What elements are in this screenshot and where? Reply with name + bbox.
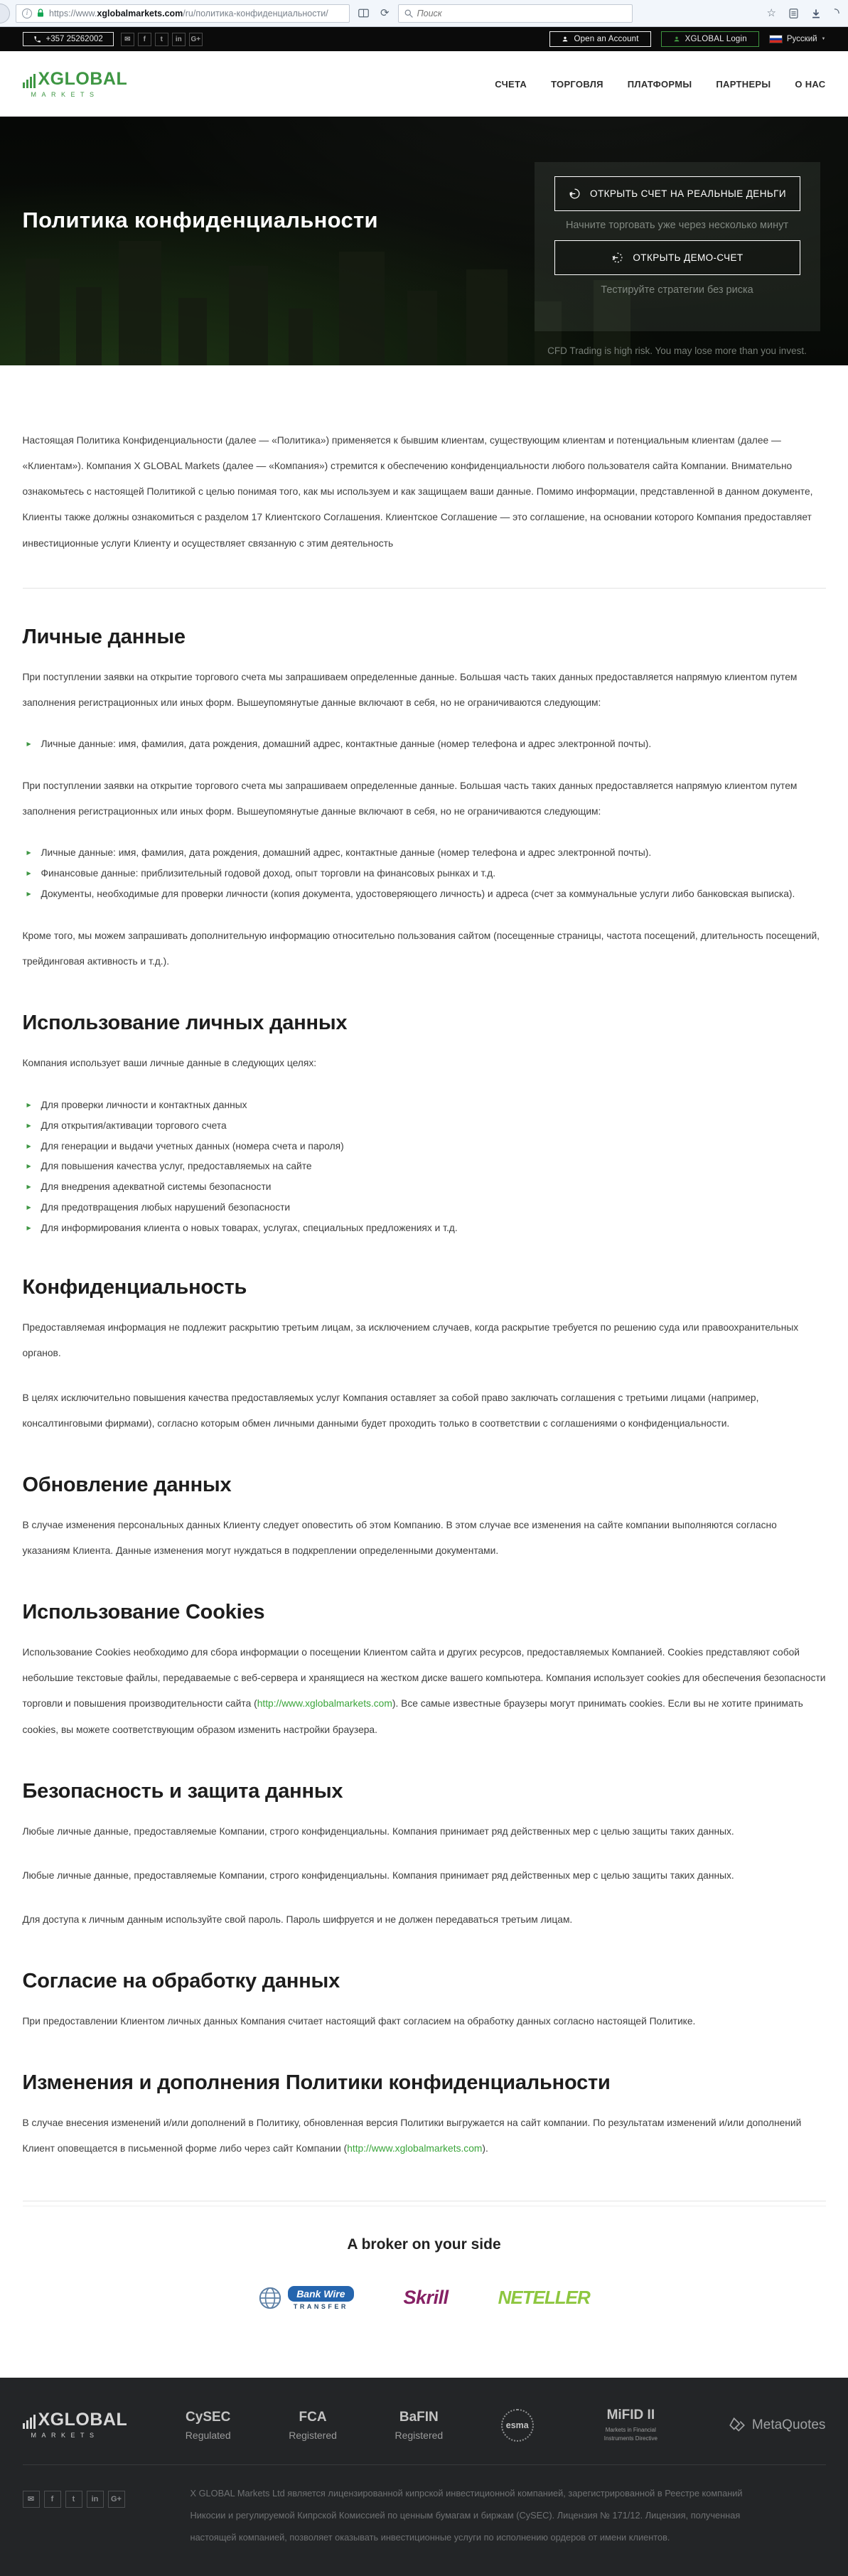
- bullet-item: ▶ Для предотвращения любых нарушений безопасности: [27, 1198, 826, 1218]
- paragraph: При поступлении заявки на открытие торгового счета мы запрашиваем определенные данные. Большая часть таких данных предоставляется напрямую клиентом путем заполнения регистрационных или иных форм. Вышеупомянутые данные включают в себя, но не ограничиваются следующим:: [22, 671, 798, 708]
- bullet-list: [27, 843, 826, 905]
- nav-item[interactable]: ТОРГОВЛЯ: [551, 78, 603, 90]
- footer-logo[interactable]: XGLOBAL MARKETS: [23, 2411, 128, 2439]
- paragraph: При предоставлении Клиентом личных данных Компания считает настоящий факт согласием на обработку данных согласно настоящей Политике.: [22, 2016, 696, 2027]
- payment-methods: [23, 2286, 826, 2378]
- url-text: https://www.xglobalmarkets.com/ru/политика-конфиденциальности/: [49, 8, 328, 18]
- regulation-badges-row: [23, 2408, 826, 2443]
- paragraph: Кроме того, мы можем запрашивать дополнительную информацию относительно пользования сайтом (посещенные страницы, частота посещений, длительность посещений, трейдинговая активность и т.д.).: [22, 930, 820, 967]
- page-info-icon[interactable]: i: [22, 9, 32, 18]
- person-icon: [673, 36, 680, 43]
- fca-badge: FCA Registered: [289, 2409, 337, 2441]
- bullet-item: ▶ Личные данные: имя, фамилия, дата рождения, домашний адрес, контактные данные (номер телефона и адрес электронной почты).: [27, 734, 826, 755]
- topbar-social-row: [121, 33, 203, 46]
- mail-icon[interactable]: ✉: [23, 2491, 40, 2508]
- site-logo[interactable]: XGLOBAL MARKETS: [23, 70, 128, 98]
- paragraph: При поступлении заявки на открытие торгового счета мы запрашиваем определенные данные. Большая часть таких данных предоставляется напрямую клиентом путем заполнения регистрационных или иных форм. Вышеупомянутые данные включают в себя, но не ограничиваются следующим:: [22, 780, 798, 817]
- paragraph: Любые личные данные, предоставляемые Компании, строго конфиденциальны. Компания принимает ряд действенных мер с целью защиты таких данных.: [22, 1869, 734, 1881]
- policy-sections: [23, 626, 826, 2162]
- library-icon[interactable]: [786, 7, 801, 20]
- paragraph: Предоставляемая информация не подлежит раскрытию третьим лицам, за исключением случаев, когда раскрытие требуется по решению суда или правоохранительных органов.: [22, 1322, 799, 1359]
- hero-banner: [0, 117, 848, 365]
- section-heading: Безопасность и защита данных: [22, 1779, 343, 1803]
- bullet-item: ▶ Финансовые данные: приблизительный годовой доход, опыт торговли на финансовых рынках и т.д.: [27, 864, 826, 884]
- legal-text: X GLOBAL Markets Ltd является лицензированной кипрской инвестиционной компанией, зарегистрированной в Реестре компаний Никосии и регулируемой Кипрской Комиссией по ценным бумагам и биржам (CySEC). Лицензия № 171/12. Лицензия, полученная настоящей компанией, позволяет оказывать инвестиционные услуги по исполнению ордеров от имени клиентов.: [190, 2487, 743, 2543]
- metaquotes-icon: [728, 2416, 746, 2435]
- cysec-badge: CySEC Regulated: [185, 2409, 231, 2441]
- footer-social-row: [23, 2491, 125, 2508]
- login-button[interactable]: XGLOBAL Login: [661, 31, 759, 47]
- policy-content: [23, 365, 826, 2162]
- browser-chrome: [0, 0, 848, 27]
- bullet-item: ▶ Для проверки личности и контактных данных: [27, 1095, 826, 1116]
- phone-icon: [33, 36, 41, 43]
- paragraph: В случае внесения изменений и/или дополнений в Политику, обновленная версия Политики выгружается на сайт компании. По результатам изменений и/или дополнений Клиент оповещается в письменной форме либо через сайт Компании (http://www.xglobalmarkets.com).: [22, 2118, 802, 2154]
- nav-item[interactable]: О НАС: [795, 78, 826, 90]
- google-plus-icon[interactable]: G+: [108, 2491, 125, 2508]
- linkedin-icon[interactable]: in: [87, 2491, 104, 2508]
- paragraph: Компания использует ваши личные данные в следующих целях:: [22, 1058, 317, 1069]
- main-nav: [495, 79, 825, 90]
- google-plus-icon[interactable]: G+: [189, 33, 203, 46]
- menu-panel-icon[interactable]: [831, 7, 842, 20]
- bank-wire-logo: Bank Wire TRANSFER: [258, 2286, 353, 2310]
- facebook-icon[interactable]: f: [44, 2491, 61, 2508]
- section-heading: Использование Cookies: [22, 1601, 265, 1624]
- paragraph: Любые личные данные, предоставляемые Компании, строго конфиденциальны. Компания принимает ряд действенных мер с целью защиты таких данных.: [22, 1825, 734, 1837]
- back-button[interactable]: [0, 4, 10, 23]
- person-icon: [562, 36, 569, 43]
- paragraph: В случае изменения персональных данных Клиенту следует оповестить об этом Компанию. В этом случае все изменения на сайте компании выполняются согласно указаниям Клиента. Данные изменения могут нуждаться в подкреплении определенными документами.: [22, 1519, 777, 1557]
- demo-account-subtext: Тестируйте стратегии без риска: [601, 284, 753, 296]
- open-live-account-button[interactable]: ОТКРЫТЬ СЧЕТ НА РЕАЛЬНЫЕ ДЕНЬГИ: [554, 176, 800, 211]
- bullet-item: ▶ Для генерации и выдачи учетных данных (номера счета и пароля): [27, 1137, 826, 1157]
- bullet-item: ▶ Личные данные: имя, фамилия, дата рождения, домашний адрес, контактные данные (номер телефона и адрес электронной почты).: [27, 843, 826, 864]
- bullet-item: ▶ Для информирования клиента о новых товарах, услугах, специальных предложениях и т.д.: [27, 1218, 826, 1239]
- facebook-icon[interactable]: f: [138, 33, 151, 46]
- section-heading: Конфиденциальность: [22, 1276, 247, 1299]
- inline-link[interactable]: http://www.xglobalmarkets.com: [257, 1698, 392, 1710]
- mifid-badge: MiFID II Markets in Financial Instruments Directive: [603, 2407, 658, 2442]
- open-demo-account-button[interactable]: ОТКРЫТЬ ДЕМО-СЧЕТ: [554, 240, 800, 275]
- live-account-subtext: Начните торговать уже через несколько минут: [565, 220, 789, 231]
- russian-flag-icon: [769, 35, 783, 43]
- paragraph: В целях исключительно повышения качества предоставляемых услуг Компания оставляет за собой право заключать соглашения с третьими лицами (например, консалтинговыми фирмами), согласно которым обмен личными данными будет проходить только в соответствии с соглашениями о конфиденциальности.: [22, 1392, 759, 1429]
- url-bar[interactable]: [16, 4, 350, 23]
- esma-badge: esma: [501, 2409, 534, 2442]
- reader-mode-icon[interactable]: [355, 7, 372, 19]
- broker-band: [23, 2201, 826, 2378]
- mail-icon[interactable]: ✉: [121, 33, 134, 46]
- bullet-list: [27, 734, 826, 755]
- inline-link[interactable]: http://www.xglobalmarkets.com: [347, 2143, 483, 2154]
- content-divider: [23, 588, 826, 589]
- paragraph: Для доступа к личным данным используйте свой пароль. Пароль шифруется и не должен передаваться третьим лицам.: [22, 1914, 573, 1926]
- page-title: Политика конфиденциальности: [22, 208, 378, 232]
- bafin-badge: BaFIN Registered: [395, 2409, 444, 2441]
- section-heading: Использование личных данных: [22, 1011, 348, 1035]
- login-arrow-dashed-icon: [611, 251, 624, 264]
- bullet-item: ▶ Для внедрения адекватной системы безопасности: [27, 1177, 826, 1198]
- bookmark-star-icon[interactable]: ☆: [766, 7, 776, 19]
- metaquotes-badge: MetaQuotes: [728, 2416, 826, 2435]
- section-heading: Личные данные: [22, 625, 186, 648]
- nav-item[interactable]: СЧЕТА: [495, 78, 527, 90]
- broker-tagline: A broker on your side: [347, 2236, 501, 2253]
- skrill-logo: Skrill: [403, 2287, 449, 2309]
- risk-warning: CFD Trading is high risk. You may lose more than you invest.: [547, 345, 807, 356]
- lock-icon: [36, 9, 45, 18]
- chevron-down-icon: ▼: [821, 37, 826, 41]
- globe-icon: [258, 2286, 282, 2310]
- search-icon: [404, 9, 413, 18]
- phone-number: +357 25262002: [45, 35, 103, 43]
- login-arrow-icon: [568, 187, 581, 200]
- neteller-logo: NETELLER: [498, 2287, 590, 2309]
- bullet-list: [27, 1095, 826, 1240]
- account-panel: [535, 162, 820, 331]
- nav-item[interactable]: ПАРТНЕРЫ: [716, 78, 771, 90]
- download-icon[interactable]: [808, 7, 824, 20]
- open-account-button[interactable]: Open an Account: [549, 31, 650, 47]
- bullet-item: ▶ Для открытия/активации торгового счета: [27, 1116, 826, 1137]
- site-header: [0, 51, 848, 117]
- logo-bars-icon: [23, 74, 36, 88]
- bullet-item: ▶ Документы, необходимые для проверки личности (копия документа, удостоверяющего личность) и адреса (счет за коммунальные услуги либо банковская выписка).: [27, 884, 826, 905]
- bullet-item: ▶ Для повышения качества услуг, предоставляемых на сайте: [27, 1156, 826, 1177]
- search-box[interactable]: [398, 4, 633, 23]
- logo-bars-icon: [23, 2415, 36, 2429]
- site-footer: [0, 2378, 848, 2576]
- twitter-icon[interactable]: t: [65, 2491, 82, 2508]
- footer-divider: [23, 2464, 826, 2465]
- reload-icon[interactable]: ⟳: [380, 7, 390, 19]
- top-utility-bar: [0, 27, 848, 51]
- section-heading: Согласие на обработку данных: [22, 1970, 340, 1993]
- phone-button[interactable]: [23, 32, 114, 46]
- linkedin-icon[interactable]: in: [172, 33, 186, 46]
- paragraph: Использование Cookies необходимо для сбора информации о посещении Клиентом сайта и других ресурсов, предоставляемых Компанией. Cookies представляют собой небольшие текстовые файлы, передаваемые с веб-сервера и хранящиеся на жестком диске вашего компьютера. Компания использует cookies для обеспечения безопасности торговли и повышения производительности сайта (http://www.xglobalmarkets.com). Все самые известные браузеры могут принимать cookies. Если вы не хотите принимать cookies, вы можете соответствующим образом изменить настройки браузера.: [22, 1647, 826, 1735]
- intro-paragraph: Настоящая Политика Конфиденциальности (далее — «Политика») применяется к бывшим клиентам, существующим клиентам и потенциальным клиентам (далее — «Клиентам»). Компания X GLOBAL Markets (далее — «Компания») стремится к обеспечению конфиденциальности любого пользователя сайта Компании. Внимательно ознакомьтесь с настоящей Политикой с целью понимая того, как мы используем и как защищаем ваши данные. Помимо информации, представленной в данном документе, Клиенты также должны ознакомиться с разделом 17 Клиентского Соглашения. Клиентское Соглашение — это соглашение, на основании которого Компания предоставляет инвестиционные услуги Клиенту и осуществляет связанную с этим деятельность: [22, 435, 813, 549]
- nav-item[interactable]: ПЛАТФОРМЫ: [627, 78, 692, 90]
- section-heading: Изменения и дополнения Политики конфиденциальности: [22, 2071, 611, 2095]
- language-selector[interactable]: Русский ▼: [769, 35, 826, 43]
- twitter-icon[interactable]: t: [155, 33, 168, 46]
- search-input[interactable]: [417, 9, 626, 18]
- section-heading: Обновление данных: [22, 1473, 232, 1496]
